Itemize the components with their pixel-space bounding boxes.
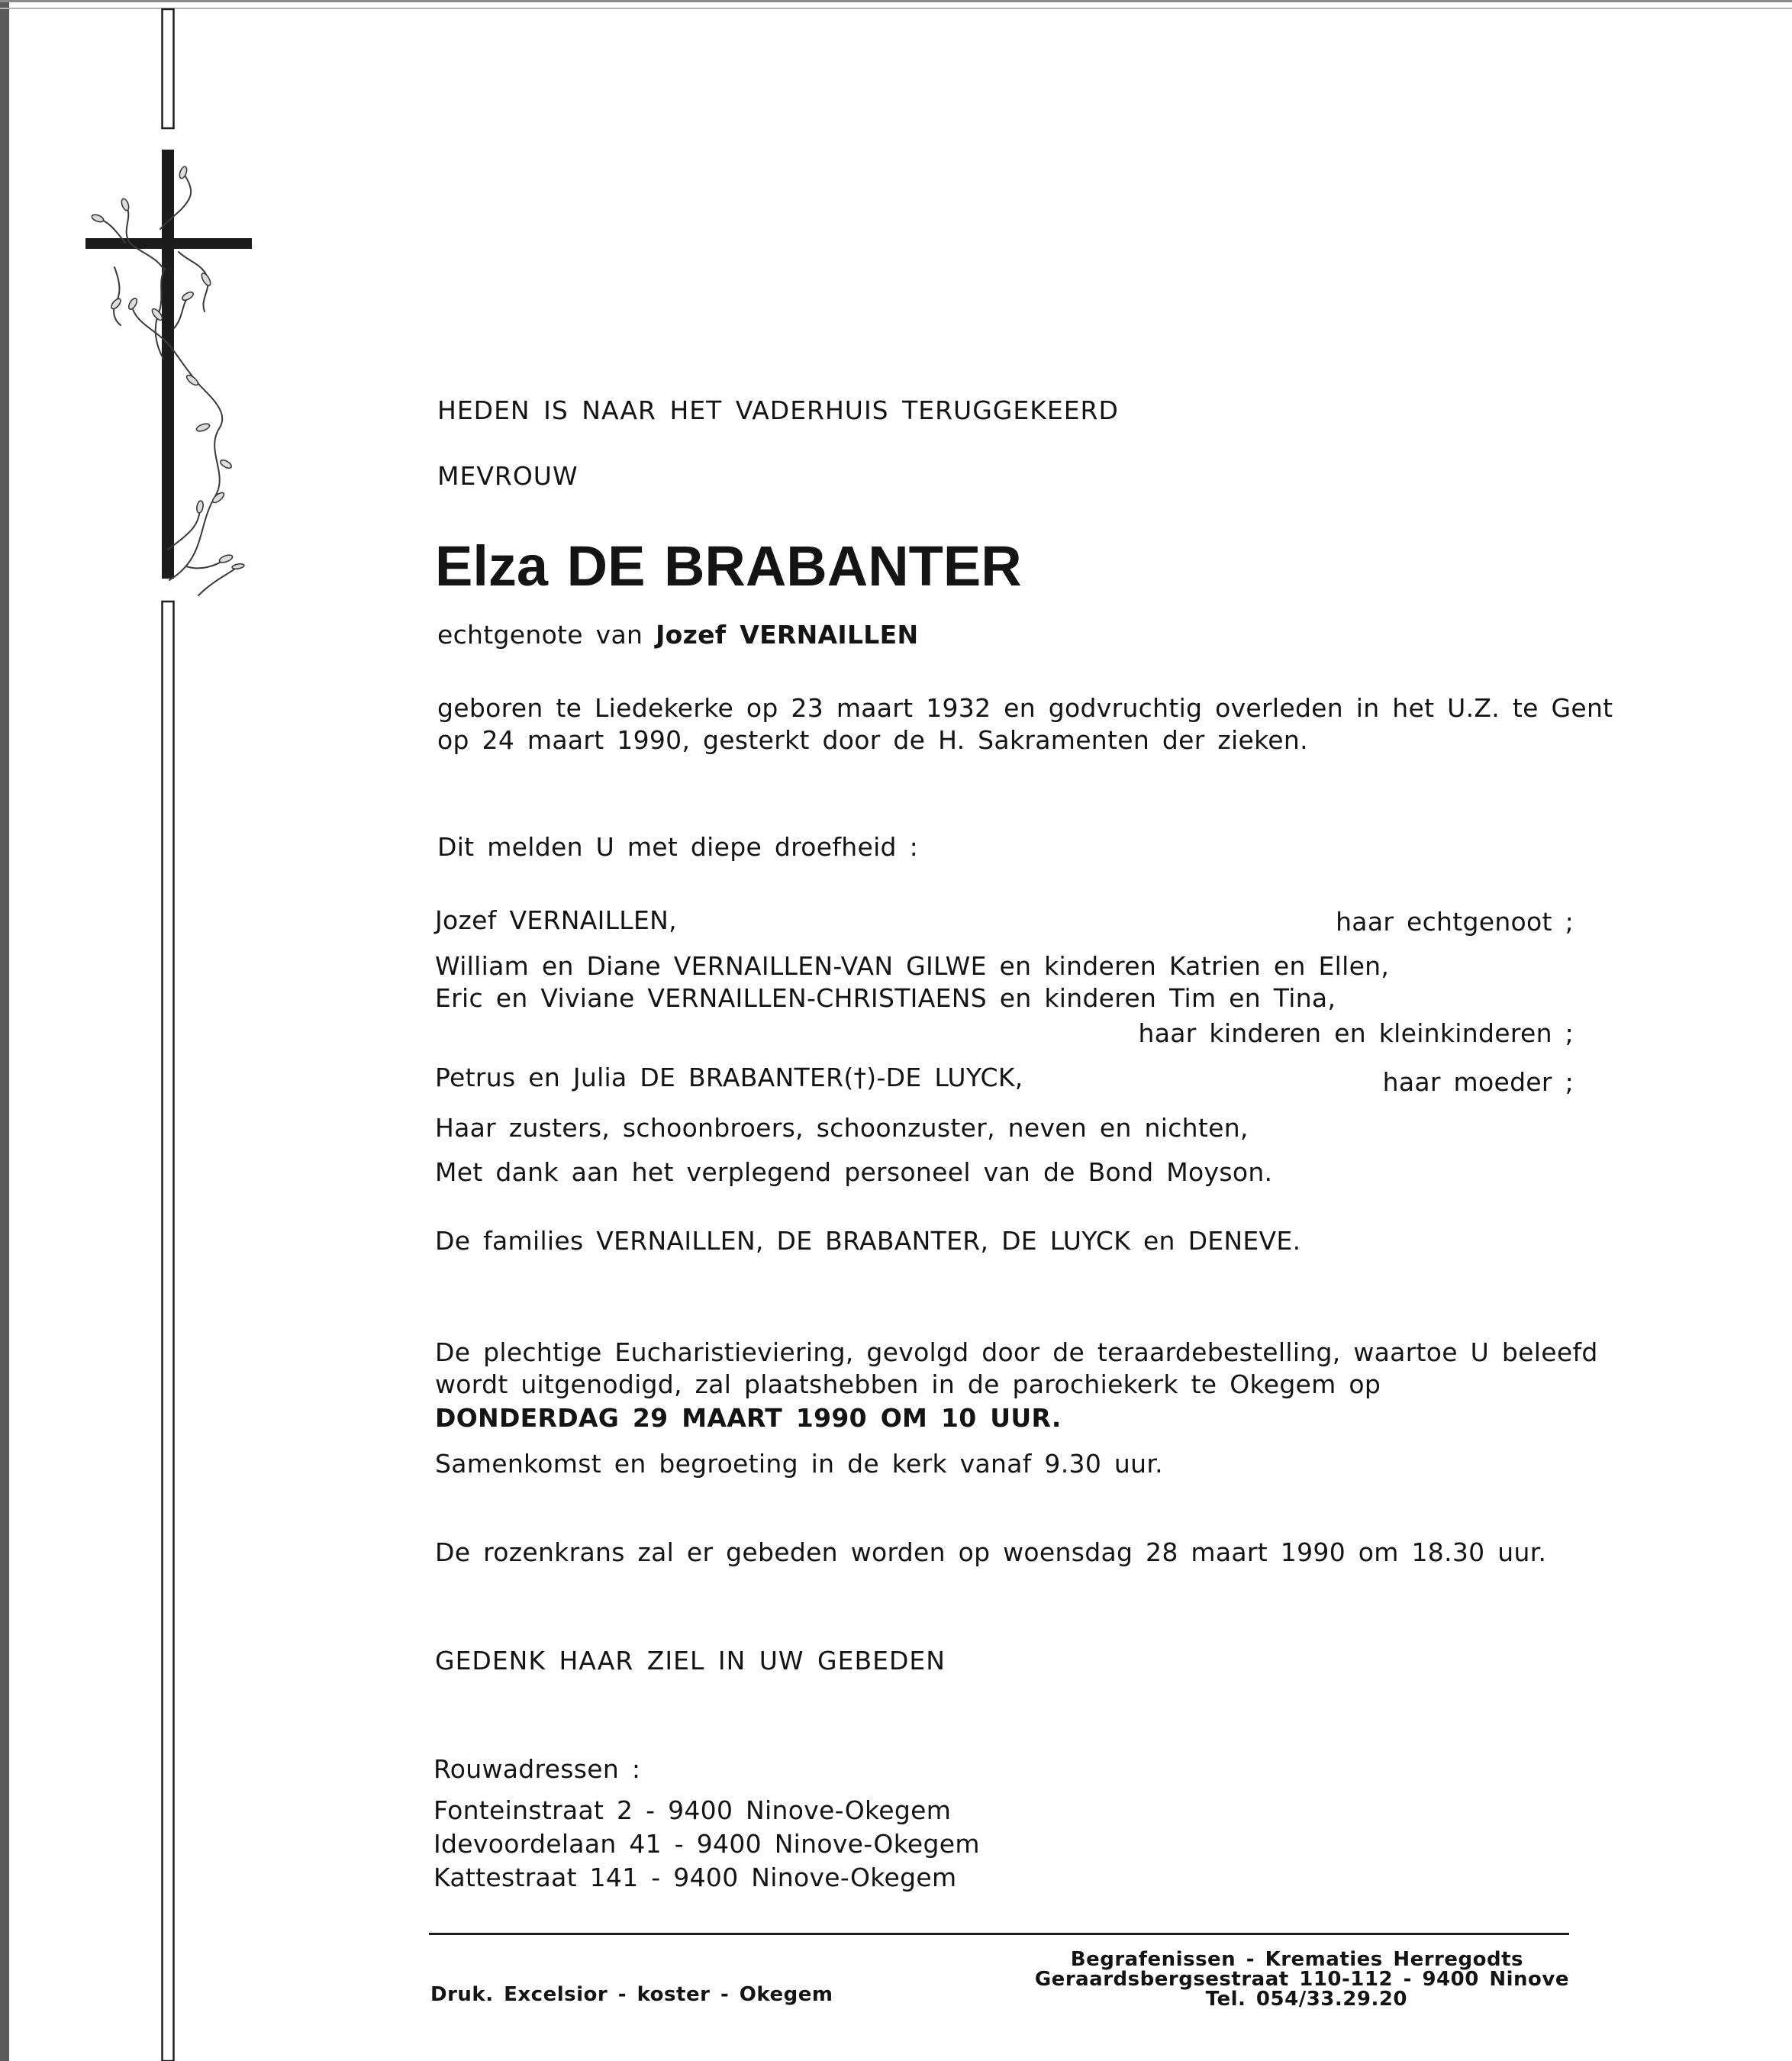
undertaker-phone: Tel. 054/33.29.20 [1205,1988,1407,2011]
gathering-line: Samenkomst en begroeting in de kerk vanaf 9.30 uur. [435,1449,1163,1479]
salutation: MEVROUW [437,461,579,491]
scan-edge-top-line [0,8,1792,9]
addresses-label: Rouwadressen : [433,1754,641,1784]
children-line-1: William en Diane VERNAILLEN-VAN GILWE en kinderen Katrien en Ellen, [435,951,1390,981]
footer-rule [429,1933,1569,1935]
mother-relation: haar moeder ; [1382,1067,1574,1097]
siblings-line: Haar zusters, schoonbroers, schoonzuster, neven en nichten, [435,1113,1249,1143]
children-relation: haar kinderen en kleinkinderen ; [1138,1018,1574,1048]
cross-with-vine-icon [0,0,259,2061]
mother-name: Petrus en Julia DE BRABANTER(†)-DE LUYCK, [435,1063,1023,1092]
address-item: Idevoordelaan 41 - 9400 Ninove-Okegem [433,1829,980,1859]
announce-line: Dit melden U met diepe droefheid : [437,832,918,862]
birth-line-1: geboren te Liedekerke op 23 maart 1932 en godvruchtig overleden in het U.Z. te Gent [437,693,1613,723]
address-item: Fonteinstraat 2 - 9400 Ninove-Okegem [433,1795,952,1825]
husband-relation: haar echtgenoot ; [1336,907,1574,937]
ceremony-date-time: DONDERDAG 29 MAART 1990 OM 10 UUR. [435,1403,1062,1433]
undertaker-line-2: Geraardsbergsestraat 110-112 - 9400 Ninove [1034,1968,1569,1991]
closing-line: GEDENK HAAR ZIEL IN UW GEBEDEN [435,1646,946,1676]
thanks-line: Met dank aan het verplegend personeel van de Bond Moyson. [435,1157,1273,1187]
scan-edge-top [0,0,1792,2]
rosary-line: De rozenkrans zal er gebeden worden op woensdag 28 maart 1990 om 18.30 uur. [435,1537,1547,1567]
birth-line-2: op 24 maart 1990, gesterkt door de H. Sakramenten der zieken. [437,725,1308,755]
spouse-name: Jozef VERNAILLEN [656,620,919,650]
families-line: De families VERNAILLEN, DE BRABANTER, DE LUYCK en DENEVE. [435,1226,1301,1256]
husband-name: Jozef VERNAILLEN, [435,905,677,935]
spouse-line [437,620,918,650]
children-line-2: Eric en Viviane VERNAILLEN-CHRISTIAENS en kinderen Tim en Tina, [435,983,1336,1013]
deceased-name: Elza DE BRABANTER [435,534,1022,598]
spouse-prefix: echtgenote van [437,620,643,650]
intro-line: HEDEN IS NAAR HET VADERHUIS TERUGGEKEERD [437,395,1119,425]
undertaker-line-1: Begrafenissen - Krematies Herregodts [1070,1948,1523,1971]
address-item: Kattestraat 141 - 9400 Ninove-Okegem [433,1863,957,1892]
printer-credit: Druk. Excelsior - koster - Okegem [430,1983,833,2006]
ceremony-line-1: De plechtige Eucharistieviering, gevolgd door de teraardebestelling, waartoe U beleefd [435,1337,1598,1367]
ceremony-line-2: wordt uitgenodigd, zal plaatshebben in de parochiekerk te Okegem op [435,1369,1381,1399]
